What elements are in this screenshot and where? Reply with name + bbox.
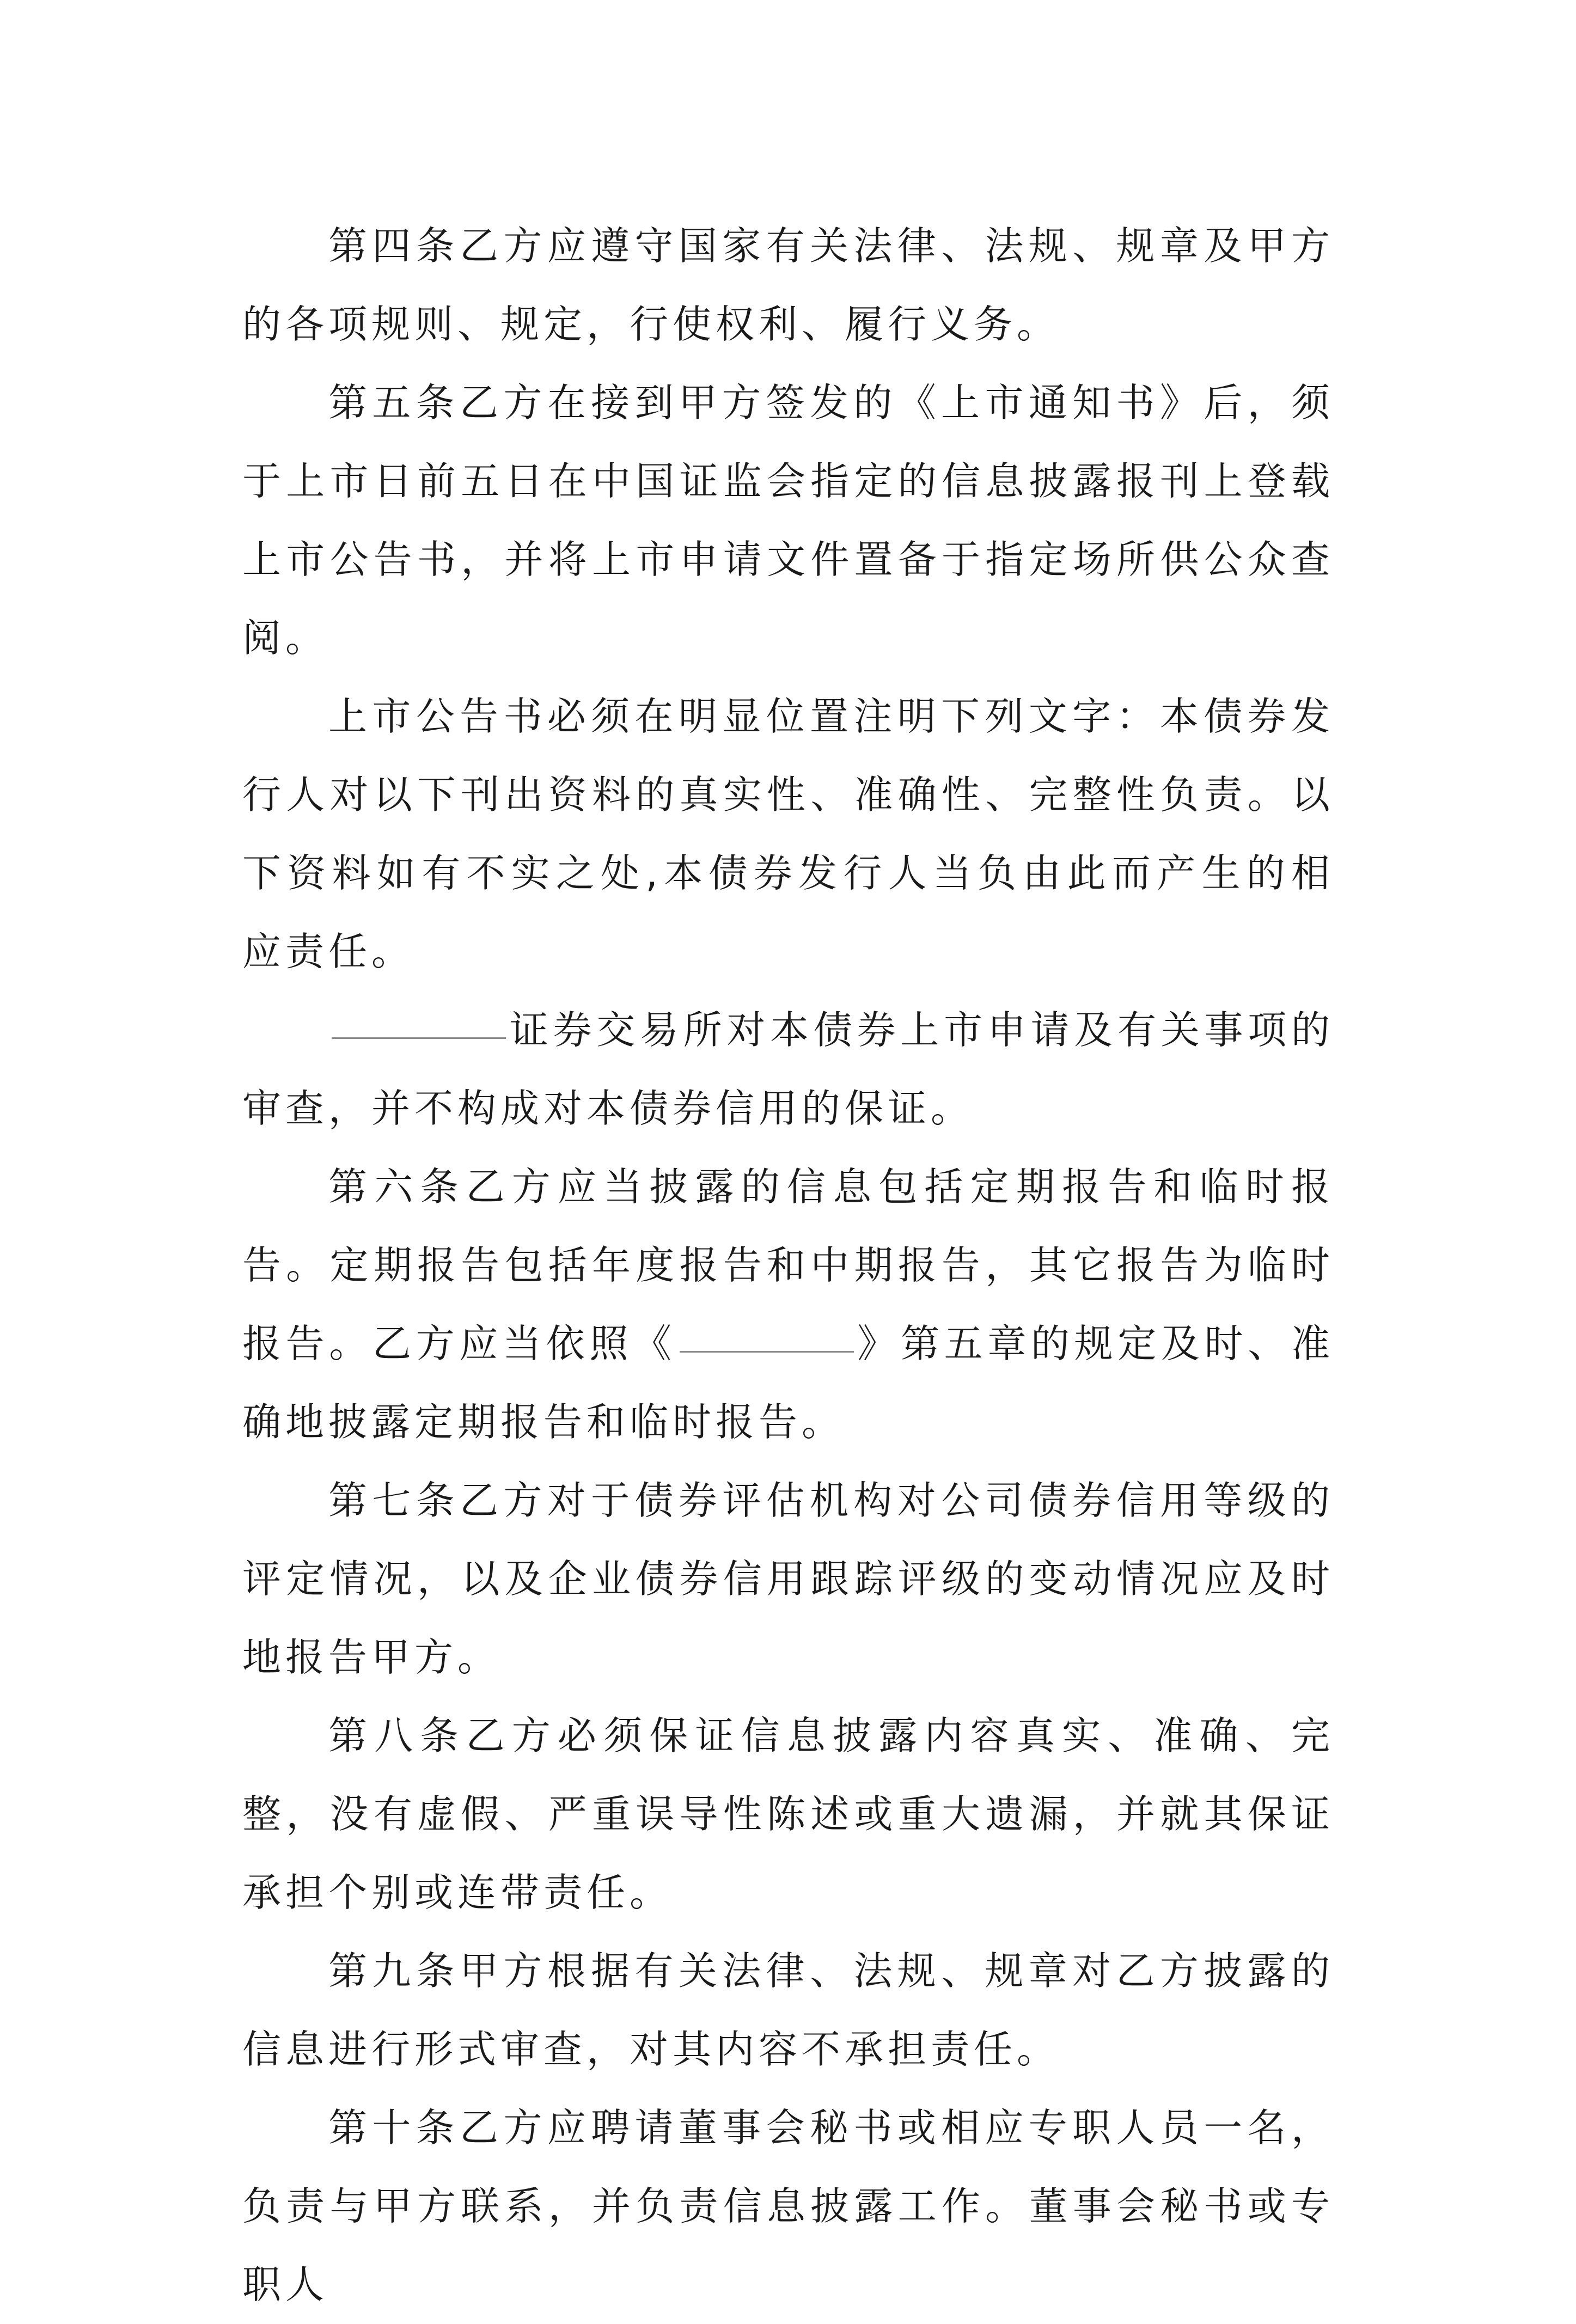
article-7-text: 第七条乙方对于债券评估机构对公司债券信用等级的评定情况，以及企业债券信用跟踪评级的变动情况应及时地报告甲方。 [242,1478,1334,1680]
article-9-paragraph [242,1932,1334,2089]
article-10-paragraph [242,2089,1334,2324]
regulation-name-blank [680,1318,854,1353]
exchange-name-blank [332,1005,506,1039]
article-10-text: 第十条乙方应聘请董事会秘书或相应专职人员一名，负责与甲方联系，并负责信息披露工作。董事会秘书或专职人 [242,2105,1334,2307]
announcement-statement-text: 上市公告书必须在明显位置注明下列文字：本债券发行人对以下刊出资料的真实性、准确性、完整性负责。以下资料如有不实之处,本债券发行人当负由此而产生的相应责任。 [242,694,1334,974]
document-body [242,207,1334,2324]
article-8-text: 第八条乙方必须保证信息披露内容真实、准确、完整，没有虚假、严重误导性陈述或重大遗漏，并就其保证承担个别或连带责任。 [242,1713,1334,1915]
article-4-paragraph [242,207,1334,364]
article-8-paragraph [242,1697,1334,1932]
exchange-review-paragraph [242,991,1334,1148]
article-9-text: 第九条甲方根据有关法律、法规、规章对乙方披露的信息进行形式审查，对其内容不承担责任。 [242,1948,1334,2072]
article-5-paragraph [242,364,1334,677]
article-6-paragraph [242,1148,1334,1461]
article-4-text: 第四条乙方应遵守国家有关法律、法规、规章及甲方的各项规则、规定，行使权利、履行义务。 [242,223,1334,347]
announcement-statement-paragraph [242,677,1334,991]
exchange-review-text: 证券交易所对本债券上市申请及有关事项的审查，并不构成对本债券信用的保证。 [242,1007,1334,1131]
article-7-paragraph [242,1461,1334,1697]
article-6-text-start: 第六条乙方应当披露的信息包括定期报告和临时报告。定期报告包括年度报告和中期报告，其它报告为临时报告。乙方应当依照《 [242,1164,1334,1366]
article-5-text: 第五条乙方在接到甲方签发的《上市通知书》后，须于上市日前五日在中国证监会指定的信息披露报刊上登载上市公告书，并将上市申请文件置备于指定场所供公众查阅。 [242,380,1334,660]
article-6-text-end: 》第五章的规定及时、准确地披露定期报告和临时报告。 [242,1321,1334,1445]
